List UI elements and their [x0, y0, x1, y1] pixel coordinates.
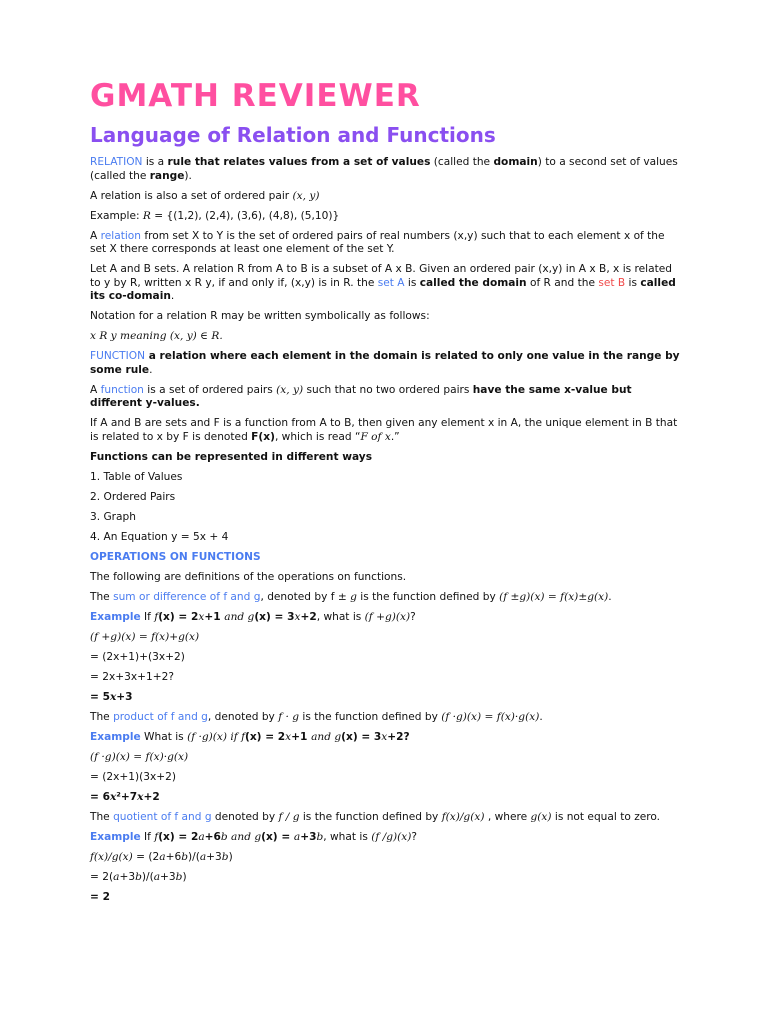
relation-set-definition: A relation from set X to Y is the set of ordered pairs of real numbers (x,y) such that to each element x of the set X there corresponds at least one element of the set Y.	[90, 229, 665, 255]
sum-step-3: = 2x+3x+1+2?	[90, 670, 174, 683]
function-notation: If A and B are sets and F is a function from A to B, then given any element x in A, the unique element in B that is related to x by F is denoted F(x), which is read “F of x.”	[90, 417, 678, 443]
quotient-step-2: = 2(a+3b)/(a+3b)	[90, 870, 187, 883]
content-body	[90, 156, 680, 911]
quotient-result: = 2	[90, 890, 110, 903]
product-definition: The product of f and g, denoted by f · g is the function defined by (f ·g)(x) = f(x)·g(x).	[90, 710, 543, 723]
relation-definition: RELATION is a rule that relates values from a set of values (called the domain) to a second set of values (called the range).	[90, 156, 678, 182]
list-item: 4. An Equation y = 5x + 4	[90, 530, 229, 543]
sum-definition: The sum or difference of f and g, denoted by f ± g is the function defined by (f ±g)(x) = f(x)±g(x).	[90, 590, 612, 603]
page-title: GMATH REVIEWER	[90, 78, 421, 114]
sum-step-1: (f +g)(x) = f(x)+g(x)	[90, 630, 200, 643]
notation-intro: Notation for a relation R may be written symbolically as follows:	[90, 310, 430, 322]
representations-heading: Functions can be represented in different ways	[90, 450, 373, 463]
product-step-2: = (2x+1)(3x+2)	[90, 770, 177, 783]
sum-result: = 5x+3	[90, 690, 133, 703]
page-subtitle: Language of Relation and Functions	[90, 123, 496, 147]
quotient-example: Example If f(x) = 2a+6b and g(x) = a+3b, what is (f /g)(x)?	[90, 830, 418, 843]
operations-heading: OPERATIONS ON FUNCTIONS	[90, 550, 261, 563]
product-example: Example What is (f ·g)(x) if f(x) = 2x+1 and g(x) = 3x+2?	[90, 730, 410, 743]
function-definition: FUNCTION a relation where each element in the domain is related to only one value in the range by some rule.	[90, 350, 680, 376]
quotient-step-1: f(x)/g(x) = (2a+6b)/(a+3b)	[90, 850, 233, 863]
relation-ordered-pair: A relation is also a set of ordered pair (x, y)	[90, 189, 320, 202]
list-item: 1. Table of Values	[90, 470, 183, 483]
relation-example: Example: R = {(1,2), (2,4), (3,6), (4,8), (5,10)}	[90, 209, 340, 222]
sum-step-2: = (2x+1)+(3x+2)	[90, 650, 185, 663]
notation-formula: x R y meaning (x, y) ∈ R.	[90, 330, 223, 342]
product-step-1: (f ·g)(x) = f(x)·g(x)	[90, 750, 189, 763]
term-relation: RELATION	[90, 156, 143, 168]
quotient-definition: The quotient of f and g denoted by f / g is the function defined by f(x)/g(x) , where g(x) is not equal to zero.	[90, 810, 661, 823]
list-item: 3. Graph	[90, 510, 136, 523]
sum-example: Example If f(x) = 2x+1 and g(x) = 3x+2, what is (f +g)(x)?	[90, 610, 416, 623]
operations-intro: The following are definitions of the operations on functions.	[90, 570, 407, 583]
product-result: = 6x²+7x+2	[90, 790, 160, 803]
relation-domain-codomain: Let A and B sets. A relation R from A to B is a subset of A x B. Given an ordered pair (x,y) in A x B, x is related to y by R, written x R y, if and only if, (x,y) is in R. the set A is called the domain of R and the set B is called its co-domain.	[90, 263, 676, 302]
list-item: 2. Ordered Pairs	[90, 490, 176, 503]
function-ordered-pairs: A function is a set of ordered pairs (x, y) such that no two ordered pairs have the same x-value but different y-values.	[90, 383, 632, 409]
